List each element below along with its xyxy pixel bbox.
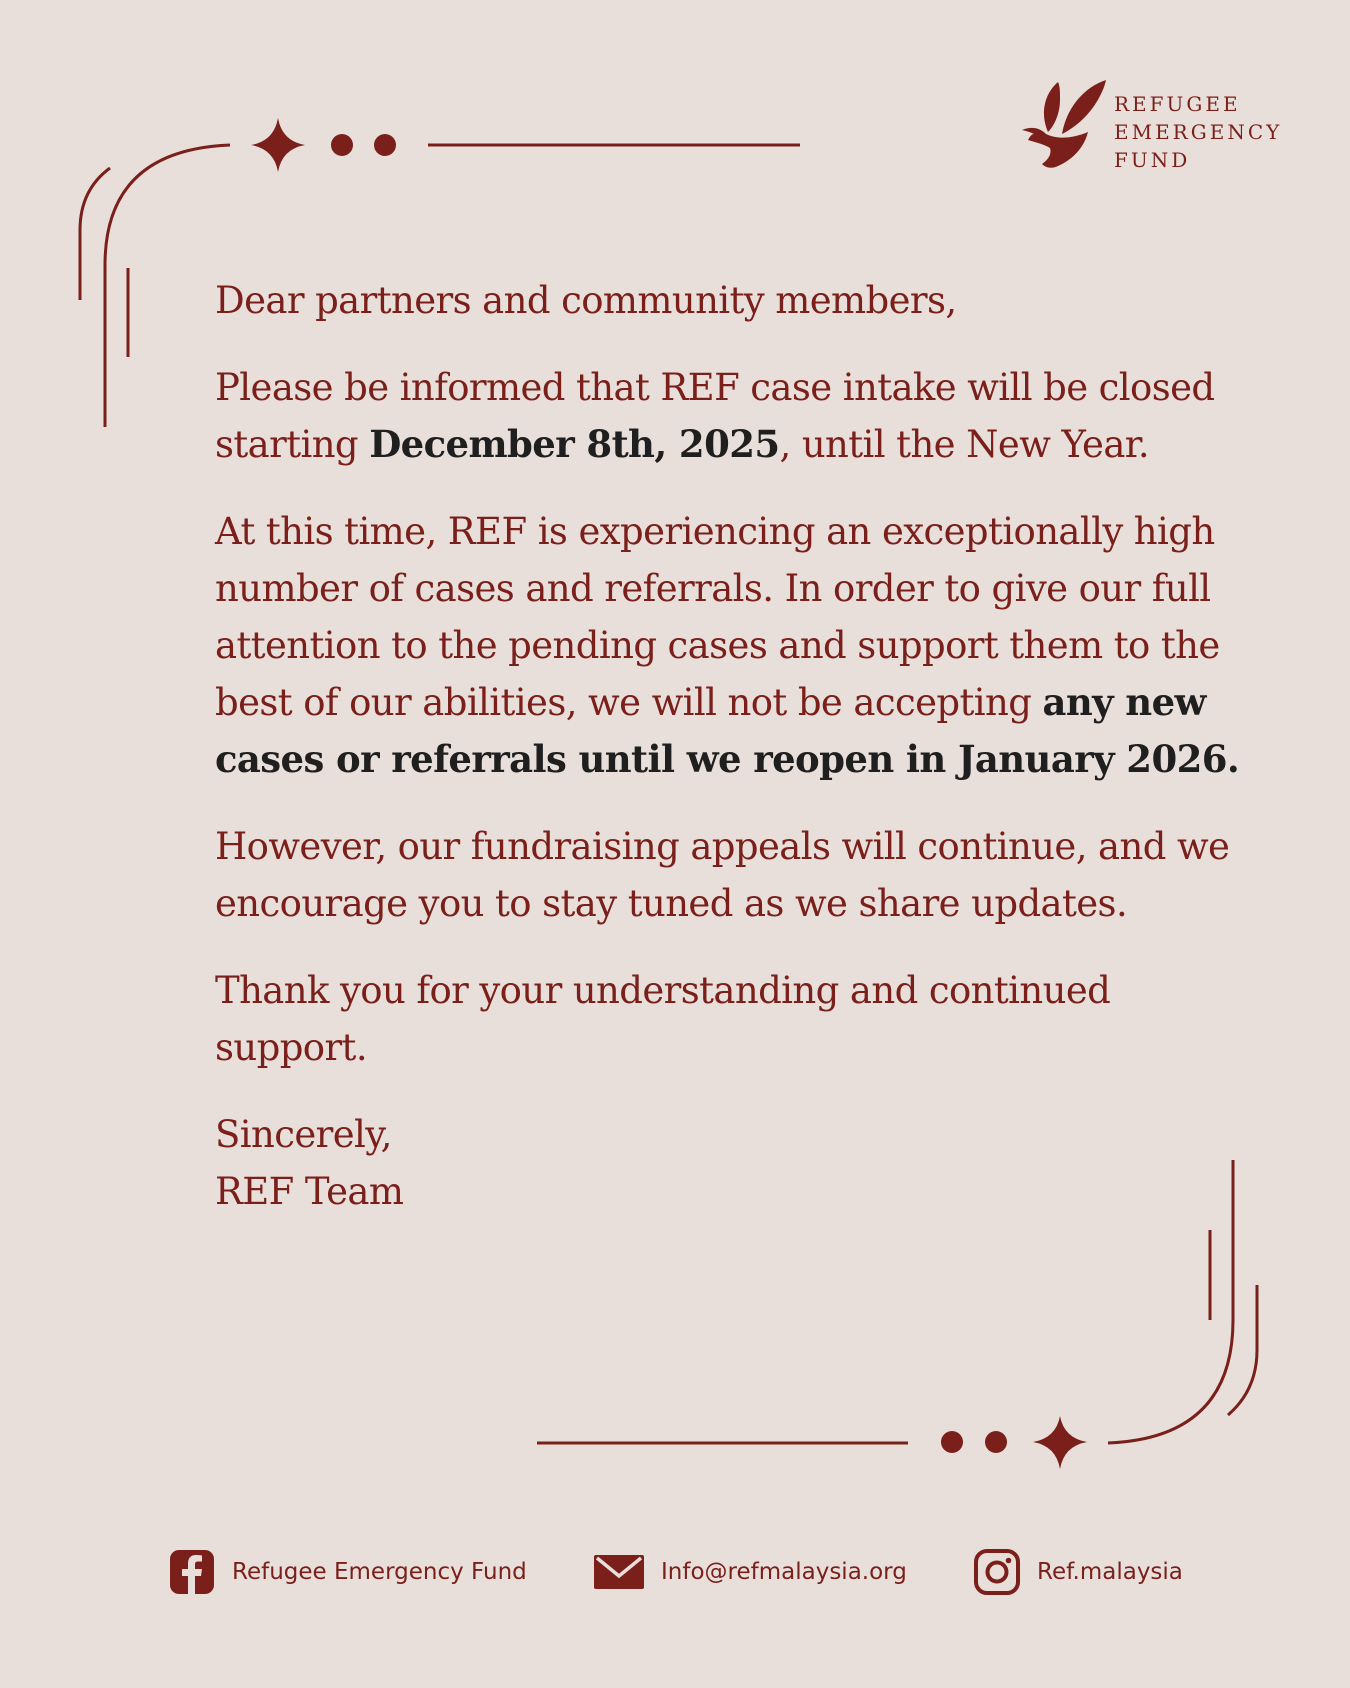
- paragraph-thanks: Thank you for your understanding and continued support.: [215, 969, 1111, 1069]
- letter-body: [215, 272, 1240, 1220]
- instagram-link[interactable]: [973, 1547, 1183, 1597]
- intake-text-1: Please be informed that REF case intake will be closed starting: [215, 366, 1215, 466]
- paragraph-intake-closed: [215, 359, 1240, 473]
- signature: REF Team: [215, 1170, 404, 1213]
- logo-text: [1114, 90, 1282, 174]
- email-label: Info@refmalaysia.org: [661, 1559, 907, 1585]
- paragraph-high-volume: [215, 503, 1240, 788]
- logo: [1020, 68, 1300, 178]
- top-dot-2: [374, 134, 396, 156]
- greeting: Dear partners and community members,: [215, 279, 957, 322]
- bottom-dot-1: [941, 1431, 963, 1453]
- reopen-notice: any new cases or referrals until we reopen in January 2026.: [215, 680, 1240, 781]
- instagram-icon: [973, 1548, 1021, 1596]
- closing: Sincerely,: [215, 1113, 392, 1156]
- logo-line-fund: FUND: [1114, 148, 1191, 172]
- bottom-dot-2: [985, 1431, 1007, 1453]
- top-sparkle-icon: [251, 118, 305, 172]
- volume-text: At this time, REF is experiencing an exceptionally high number of cases and referrals. In order to give our full attention to the pending cases and support them to the best of our abilities, we will not be accepting: [215, 510, 1220, 724]
- footer-contacts: [0, 1547, 1350, 1597]
- paragraph-fundraising: However, our fundraising appeals will continue, and we encourage you to stay tuned as we share updates.: [215, 825, 1230, 925]
- top-dot-1: [331, 134, 353, 156]
- logo-line-refugee: REFUGEE: [1114, 92, 1241, 116]
- dove-icon: [1020, 74, 1115, 174]
- mail-icon: [593, 1552, 645, 1592]
- facebook-icon: [168, 1548, 216, 1596]
- top-left-inner-arc: [105, 145, 230, 427]
- facebook-link[interactable]: [168, 1547, 527, 1597]
- intake-text-2: , until the New Year.: [779, 423, 1149, 466]
- email-link[interactable]: [593, 1547, 907, 1597]
- logo-line-emergency: EMERGENCY: [1114, 120, 1283, 144]
- instagram-label: Ref.malaysia: [1037, 1559, 1183, 1585]
- bottom-sparkle-icon: [1033, 1416, 1087, 1469]
- facebook-label: Refugee Emergency Fund: [232, 1559, 527, 1585]
- closing-date: December 8th, 2025: [369, 422, 780, 466]
